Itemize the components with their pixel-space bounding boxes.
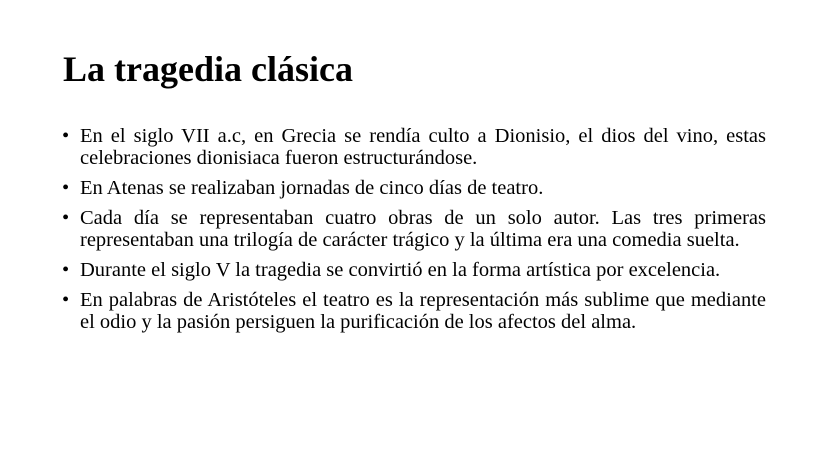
bullet-item xyxy=(62,289,766,333)
bullet-text: Durante el siglo V la tragedia se convirtió en la forma artística por excelencia. xyxy=(80,259,721,281)
slide-title: La tragedia clásica xyxy=(63,49,353,89)
bullet-item xyxy=(62,259,766,281)
bullet-icon: • xyxy=(62,289,70,311)
bullet-text: En palabras de Aristóteles el teatro es la representación más sublime que mediante el odio y la pasión persiguen la purificación de los afectos del alma. xyxy=(80,289,766,333)
bullet-text: En Atenas se realizaban jornadas de cinco días de teatro. xyxy=(80,177,544,199)
bullet-text: En el siglo VII a.c, en Grecia se rendía culto a Dionisio, el dios del vino, estas celebraciones dionisiaca fueron estructurándose. xyxy=(80,125,766,169)
bullet-text: Cada día se representaban cuatro obras de un solo autor. Las tres primeras representaban una trilogía de carácter trágico y la última era una comedia suelta. xyxy=(80,207,766,251)
bullet-item xyxy=(62,125,766,169)
bullet-icon: • xyxy=(62,259,70,281)
bullet-icon: • xyxy=(62,125,70,147)
bullet-item xyxy=(62,177,766,199)
bullet-item xyxy=(62,207,766,251)
bullet-icon: • xyxy=(62,177,70,199)
bullet-list xyxy=(62,125,766,341)
bullet-icon: • xyxy=(62,207,70,229)
